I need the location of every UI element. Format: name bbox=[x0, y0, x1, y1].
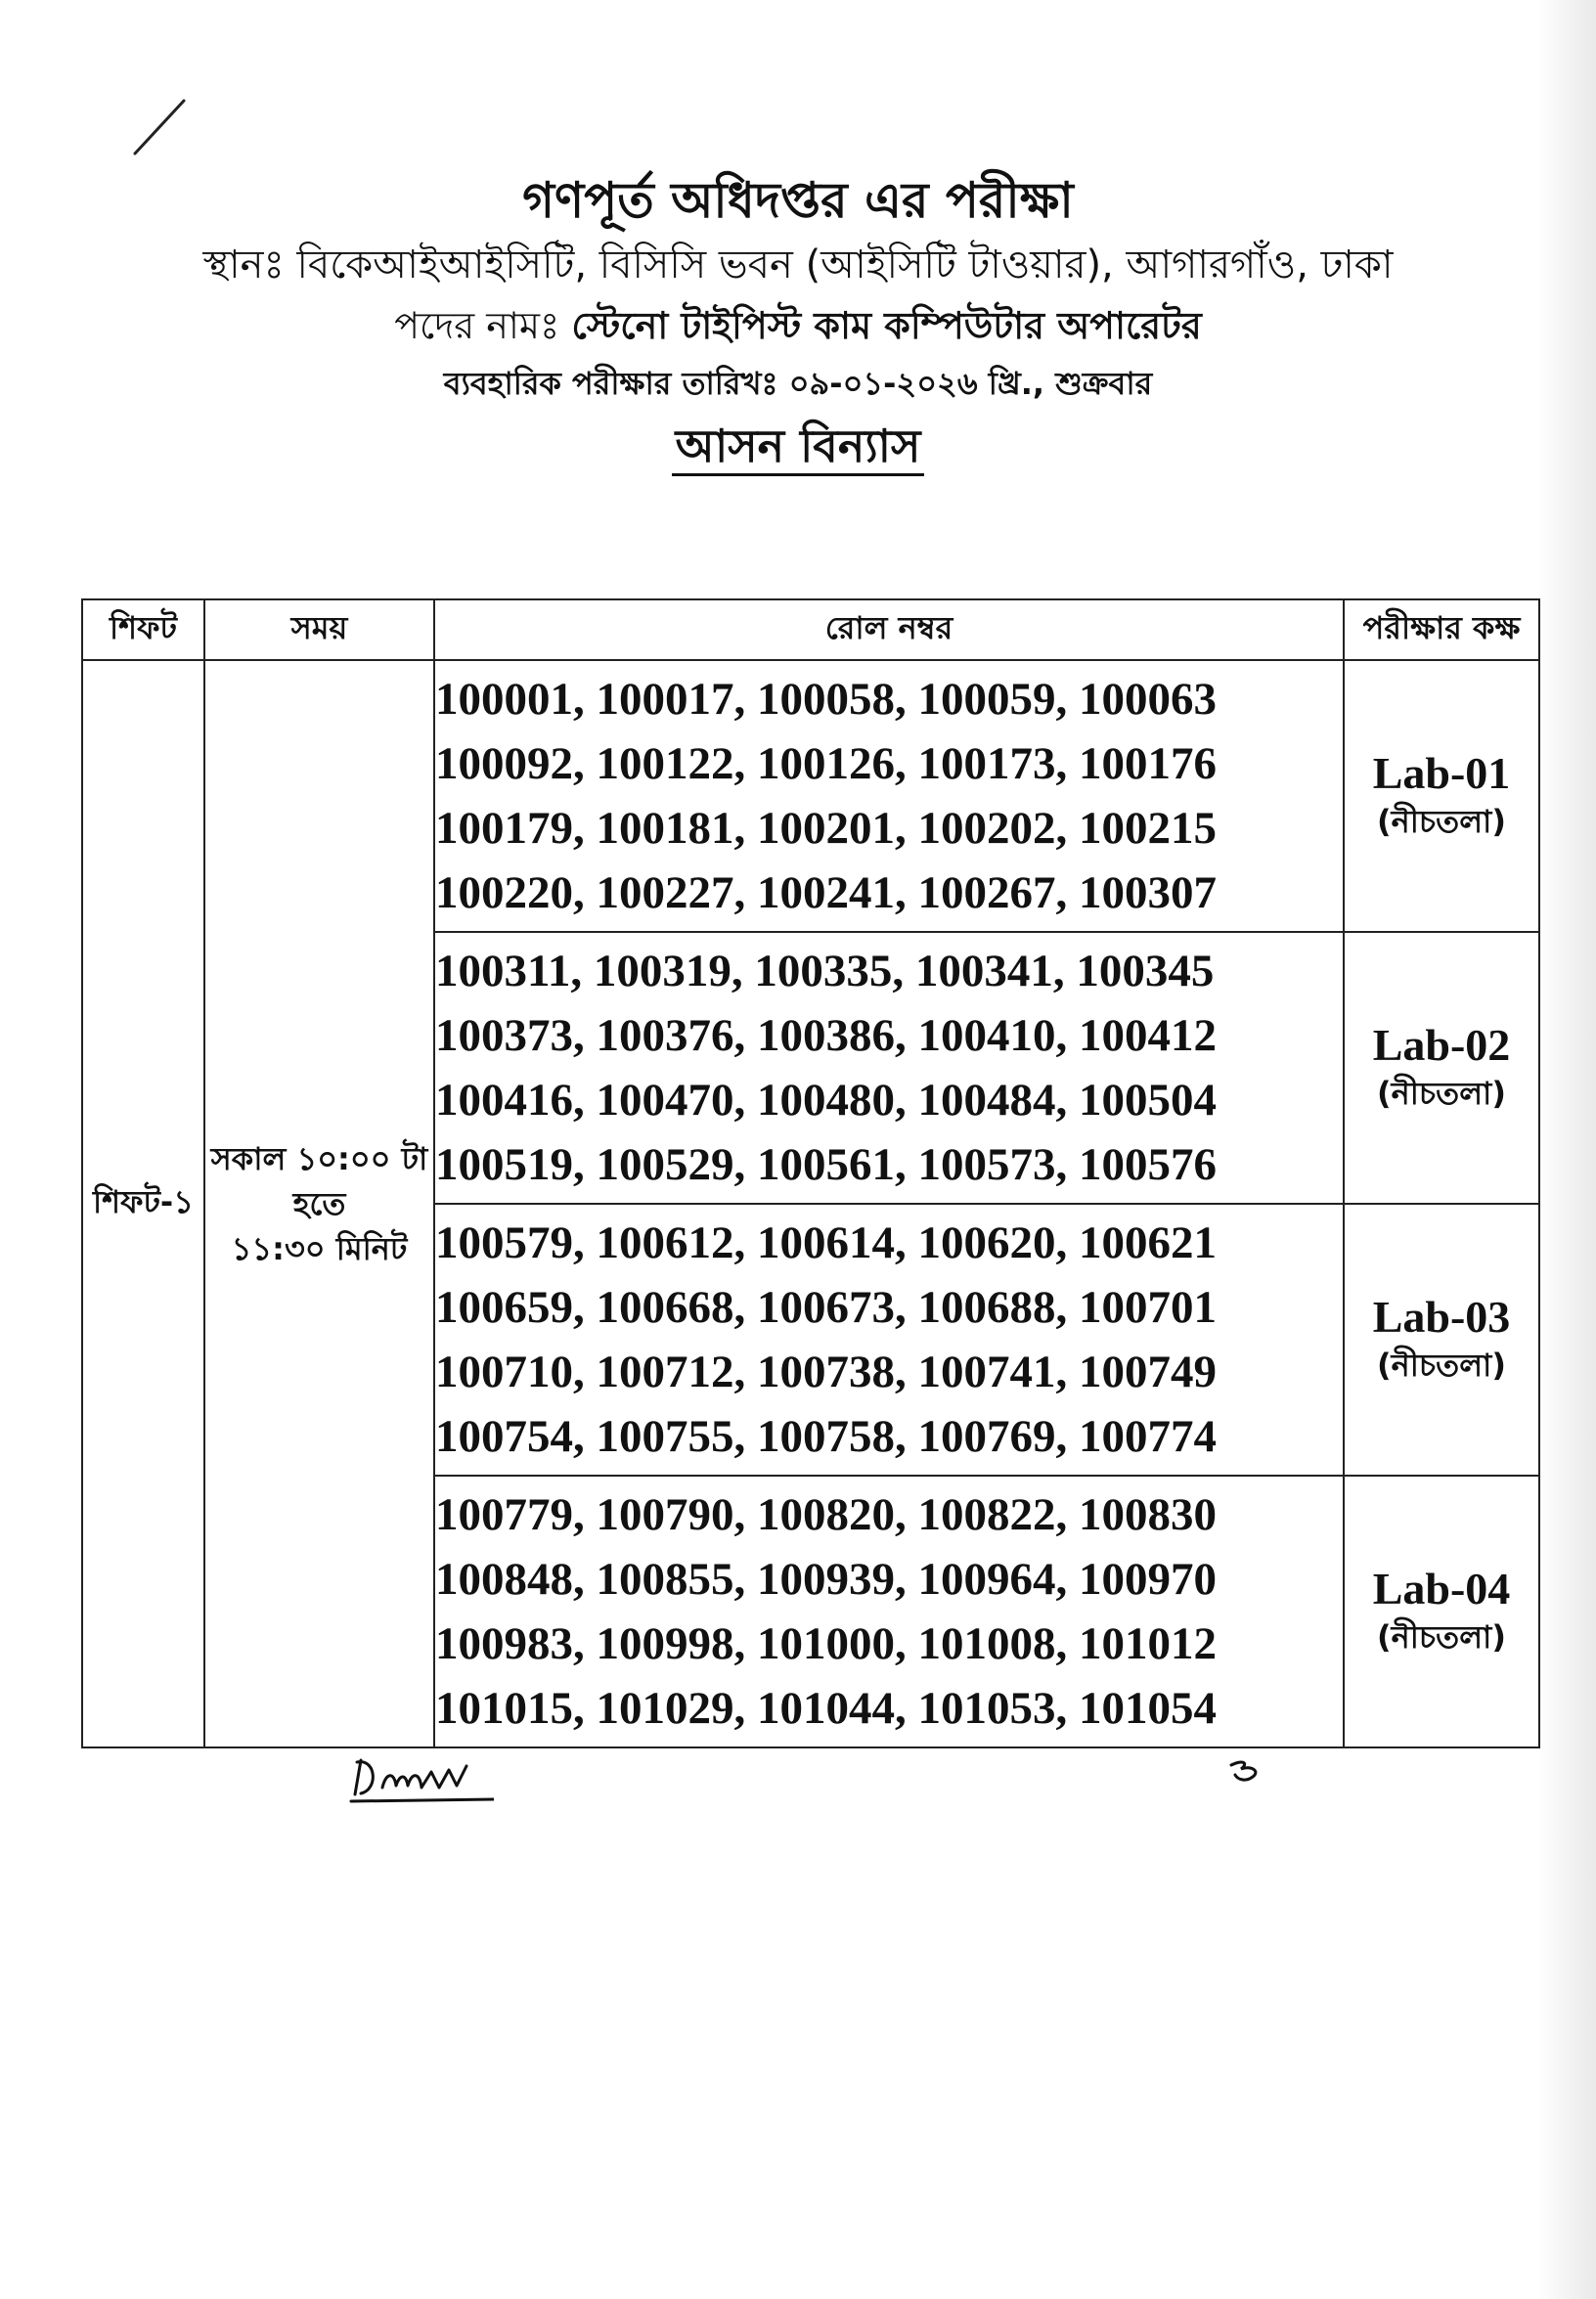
roll-line: 100779, 100790, 100820, 100822, 100830 bbox=[435, 1489, 1217, 1540]
lab-name: Lab-02 bbox=[1372, 1020, 1511, 1070]
roll-line: 100519, 100529, 100561, 100573, 100576 bbox=[435, 1139, 1217, 1190]
seat-plan-table bbox=[81, 598, 1540, 1748]
lab-name: Lab-04 bbox=[1372, 1564, 1511, 1614]
roll-cell bbox=[434, 1204, 1344, 1476]
time-line: সকাল ১০:০০ টা bbox=[210, 1140, 428, 1177]
lab-floor: (নীচতলা) bbox=[1377, 1347, 1506, 1384]
lab-name: Lab-01 bbox=[1372, 748, 1511, 798]
room-cell bbox=[1344, 1204, 1539, 1476]
time-line: ১১:৩০ মিনিট bbox=[231, 1230, 408, 1267]
roll-cell bbox=[434, 932, 1344, 1204]
room-cell bbox=[1344, 1476, 1539, 1747]
roll-line: 100416, 100470, 100480, 100484, 100504 bbox=[435, 1075, 1217, 1126]
post-name-line bbox=[0, 295, 1596, 356]
post-label: পদের নামঃ bbox=[394, 304, 560, 347]
room-cell bbox=[1344, 932, 1539, 1204]
lab-floor: (নীচতলা) bbox=[1377, 1075, 1506, 1112]
lab-floor: (নীচতলা) bbox=[1377, 1618, 1506, 1656]
roll-line: 100659, 100668, 100673, 100688, 100701 bbox=[435, 1282, 1217, 1333]
roll-cell bbox=[434, 660, 1344, 932]
roll-line: 100754, 100755, 100758, 100769, 100774 bbox=[435, 1411, 1217, 1462]
roll-line: 100983, 100998, 101000, 101008, 101012 bbox=[435, 1618, 1217, 1669]
roll-line: 100848, 100855, 100939, 100964, 100970 bbox=[435, 1554, 1217, 1605]
seat-plan-heading: আসন বিন্যাস bbox=[672, 419, 925, 476]
signature-left bbox=[347, 1750, 494, 1809]
exam-venue: স্থানঃ বিকেআইআইসিটি, বিসিসি ভবন (আইসিটি টাওয়ার), আগারগাঁও, ঢাকা bbox=[202, 243, 1394, 287]
pen-stroke-mark bbox=[127, 93, 196, 161]
roll-line: 100179, 100181, 100201, 100202, 100215 bbox=[435, 803, 1217, 854]
document-header bbox=[0, 166, 1596, 476]
roll-line: 100311, 100319, 100335, 100341, 100345 bbox=[435, 946, 1215, 996]
document-title: গণপূর্ত অধিদপ্তর এর পরীক্ষা bbox=[522, 172, 1074, 229]
header-time: সময় bbox=[204, 599, 434, 660]
signature-right bbox=[1227, 1757, 1266, 1785]
roll-line: 100579, 100612, 100614, 100620, 100621 bbox=[435, 1217, 1217, 1268]
shift-cell: শিফট-১ bbox=[82, 660, 204, 1747]
time-line: হতে bbox=[292, 1185, 346, 1222]
table-header-row bbox=[82, 599, 1539, 660]
roll-line: 100001, 100017, 100058, 100059, 100063 bbox=[435, 674, 1217, 725]
roll-line: 100092, 100122, 100126, 100173, 100176 bbox=[435, 738, 1217, 789]
header-shift: শিফট bbox=[82, 599, 204, 660]
lab-name: Lab-03 bbox=[1372, 1292, 1511, 1342]
time-cell bbox=[204, 660, 434, 1747]
header-roll: রোল নম্বর bbox=[434, 599, 1344, 660]
post-name: স্টেনো টাইপিস্ট কাম কম্পিউটার অপারেটর bbox=[571, 304, 1202, 347]
room-cell bbox=[1344, 660, 1539, 932]
roll-line: 100710, 100712, 100738, 100741, 100749 bbox=[435, 1347, 1217, 1397]
exam-date: ব্যবহারিক পরীক্ষার তারিখঃ ০৯-০১-২০২৬ খ্রি., শুক্রবার bbox=[443, 365, 1153, 402]
roll-cell bbox=[434, 1476, 1344, 1747]
header-room: পরীক্ষার কক্ষ bbox=[1344, 599, 1539, 660]
roll-line: 100373, 100376, 100386, 100410, 100412 bbox=[435, 1010, 1217, 1061]
roll-line: 100220, 100227, 100241, 100267, 100307 bbox=[435, 867, 1217, 918]
table-row bbox=[82, 660, 1539, 932]
roll-line: 101015, 101029, 101044, 101053, 101054 bbox=[435, 1683, 1217, 1734]
lab-floor: (নীচতলা) bbox=[1377, 803, 1506, 840]
